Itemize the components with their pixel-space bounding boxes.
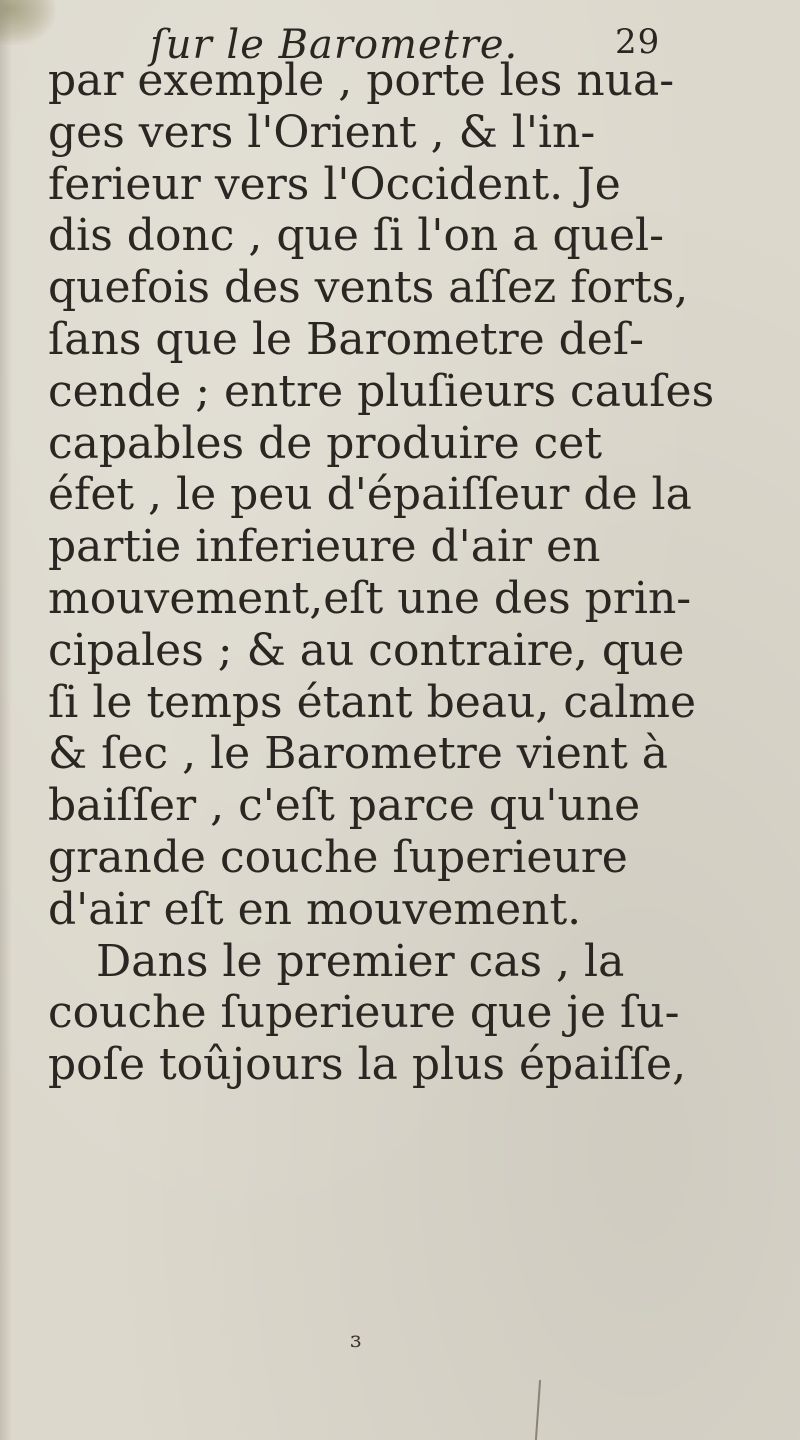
text-line: couche ſuperieure que je ſu- — [48, 987, 680, 1039]
text-line: dis donc , que ſi l'on a quel- — [48, 210, 664, 262]
page-number: 29 — [615, 22, 661, 62]
text-line: baiſſer , c'eſt parce qu'une — [48, 780, 641, 832]
text-line: quefois des vents aſſez forts, — [48, 262, 689, 314]
text-line: cende ; entre pluſieurs cauſes — [48, 365, 715, 417]
text-line: cipales ; & au contraire, que — [48, 624, 685, 676]
text-line: partie inferieure d'air en — [48, 521, 601, 573]
body-text — [48, 55, 768, 1091]
text-line: ferieur vers l'Occident. Je — [48, 158, 621, 210]
text-line: éfet , le peu d'épaiſſeur de la — [48, 469, 692, 521]
text-line: ſi le temps étant beau, calme — [48, 676, 697, 728]
signature-mark: ɜ — [350, 1328, 362, 1353]
paper-scratch — [535, 1380, 541, 1440]
text-line: capables de produire cet — [48, 417, 602, 469]
running-title: ſur le Barometre. — [150, 22, 519, 68]
text-line: grande couche ſuperieure — [48, 831, 628, 883]
text-line: par exemple , porte les nua- — [48, 55, 675, 106]
text-line: ſans que le Barometre deſ- — [48, 313, 644, 365]
text-line: poſe toûjours la plus épaiſſe, — [48, 1039, 687, 1091]
text-line: ges vers l'Orient , & l'in- — [48, 106, 596, 158]
text-line: & ſec , le Barometre vient à — [48, 728, 668, 780]
text-line: d'air eſt en mouvement. — [48, 883, 582, 935]
gutter-shadow — [0, 0, 12, 1440]
text-line: mouvement,eſt une des prin- — [48, 572, 692, 624]
text-line-indented: Dans le premier cas , la — [96, 935, 625, 987]
